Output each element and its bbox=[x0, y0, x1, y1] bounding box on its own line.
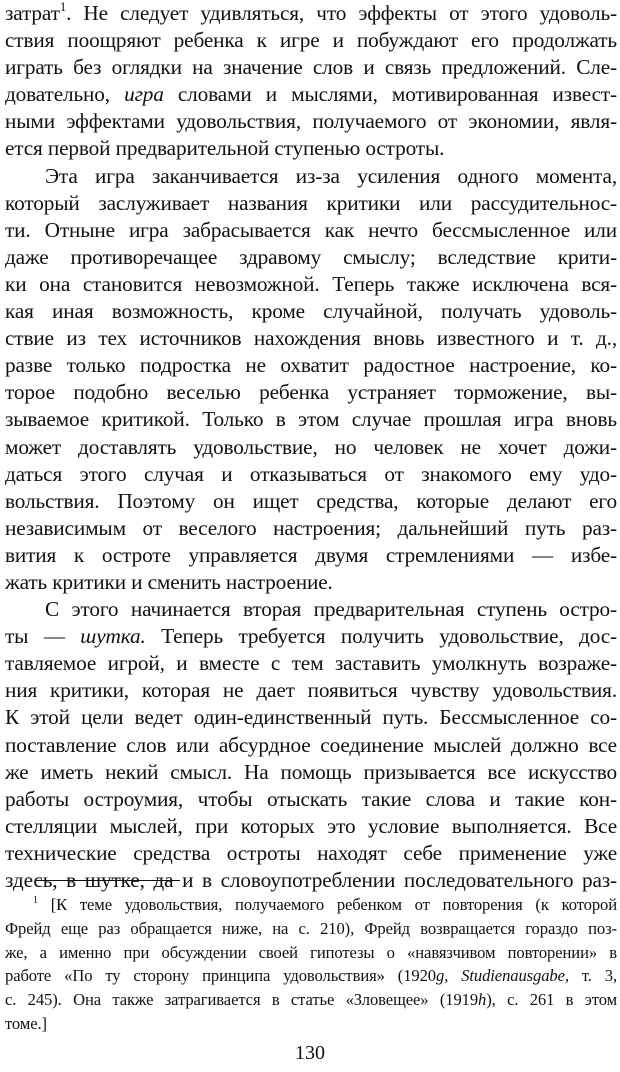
text-line: стелляции мыслей, при которых это условие выполняется. Все bbox=[5, 813, 617, 838]
text-line: жать критики и сменить настроение. bbox=[5, 569, 333, 594]
text-line: независимым от веселого настроения; дальнейший путь раз- bbox=[5, 515, 617, 540]
text-line: поставление слов или абсурдное соединение мыслей должно все bbox=[5, 732, 617, 757]
footnote-marker[interactable]: 1 bbox=[59, 0, 67, 15]
text-line: ется первой предварительной ступенью остроты. bbox=[5, 136, 445, 161]
footnote-line: Фрейд еще раз обращается ниже, на с. 210), Фрейд возвращается гораздо поз- bbox=[5, 918, 617, 938]
text-line: торое подобно веселью ребенка устраняет торможение, вы- bbox=[5, 380, 617, 405]
text-line: который заслуживает названия критики или рассудительнос- bbox=[5, 190, 617, 215]
text-line: же иметь некий смысл. На помощь призывается все искусство bbox=[5, 759, 617, 784]
text-line: работы остроумия, чтобы отыскать такие слова и такие кон- bbox=[5, 786, 617, 811]
text-line: вития к остроте управляется двумя стремлениями — избе- bbox=[5, 542, 617, 567]
emphasis: шутка. bbox=[80, 624, 146, 649]
text-line: К этой цели ведет один-единственный путь. Бессмысленное со- bbox=[5, 705, 617, 730]
emphasis: g, Studienausgabe bbox=[436, 966, 565, 986]
page-number: 130 bbox=[295, 1042, 325, 1064]
footnote-line: $^1$ [К теме удовольствия, получаемого ребенком от повторения (к которой bbox=[33, 895, 617, 914]
footnote-line: же, а именно при обсуждении своей гипотезы о «навязчивом повторении» в bbox=[5, 942, 617, 962]
text-line: здесь, в шутке, да и в словоупотреблении последовательного раз- bbox=[5, 868, 617, 892]
text-line: вольствия. Поэтому он ищет средства, которые делают его bbox=[5, 488, 617, 513]
text-line: даться этого случая и отказываться от знакомого ему удо- bbox=[5, 461, 617, 486]
text-line: может доставлять удовольствие, но человек не хочет дожи- bbox=[5, 434, 617, 459]
footnote-number: 1 bbox=[33, 895, 38, 907]
text-line: Эта игра заканчивается из-за усиления одного момента, bbox=[45, 163, 617, 188]
text-line: зываемое критикой. Только в этом случае прошлая игра вновь bbox=[5, 407, 617, 432]
emphasis: h bbox=[478, 990, 487, 1010]
footnote-line: работе «По ту сторону принципа удовольствия» (1920g, Studienausgabe, т. 3, bbox=[5, 966, 618, 986]
paragraph-2 bbox=[5, 163, 617, 597]
paragraph-1 bbox=[5, 0, 617, 163]
paragraph-3 bbox=[5, 596, 617, 894]
text-line: играть без оглядки на значение слов и связь предложений. Сле- bbox=[5, 55, 617, 80]
text-line: С этого начинается вторая предварительная ступень остро- bbox=[45, 597, 617, 622]
text-line: довательно, игра словами и мыслями, мотивированная извест- bbox=[5, 82, 617, 107]
text-line: тавляемое игрой, и вместе с тем заставить умолкнуть возраже- bbox=[5, 651, 617, 676]
footnote-separator bbox=[35, 880, 180, 881]
text-line: даже противоречащее здравому смыслу; вследствие крити- bbox=[5, 244, 617, 269]
text-line: затрат$^1$. Не следует удивляться, что эффекты от этого удоволь- bbox=[5, 0, 617, 25]
footnote-line: томе.] bbox=[5, 1013, 47, 1033]
text-line: технические средства остроты находят себе применение уже bbox=[5, 840, 617, 865]
text-line: ствия поощряют ребенка к игре и побуждают его продолжать bbox=[5, 28, 617, 53]
text-line: ти. Отныне игра забрасывается как нечто бессмысленное или bbox=[5, 217, 617, 242]
text-line: ния критики, которая не дает появиться чувству удовольствия. bbox=[5, 678, 617, 703]
main-text bbox=[5, 0, 617, 894]
text-line: ки она становится невозможной. Теперь также исключена вся- bbox=[5, 271, 617, 296]
text-line: ствие из тех источников нахождения вновь известного и т. д., bbox=[5, 326, 617, 351]
footnote bbox=[5, 893, 617, 1036]
text-line: кая иная возможность, кроме случайной, получать удоволь- bbox=[5, 299, 617, 324]
text-line: ты — шутка. Теперь требуется получить удовольствие, дос- bbox=[5, 624, 618, 649]
footnote-line: с. 245). Она также затрагивается в статье «Зловещее» (1919h), с. 261 в этом bbox=[5, 990, 617, 1010]
emphasis: игра bbox=[124, 82, 164, 107]
text-line: ными эффектами удовольствия, получаемого от экономии, явля- bbox=[5, 109, 617, 134]
text-line: разве только подростка не охватит радостное настроение, ко- bbox=[5, 353, 617, 378]
